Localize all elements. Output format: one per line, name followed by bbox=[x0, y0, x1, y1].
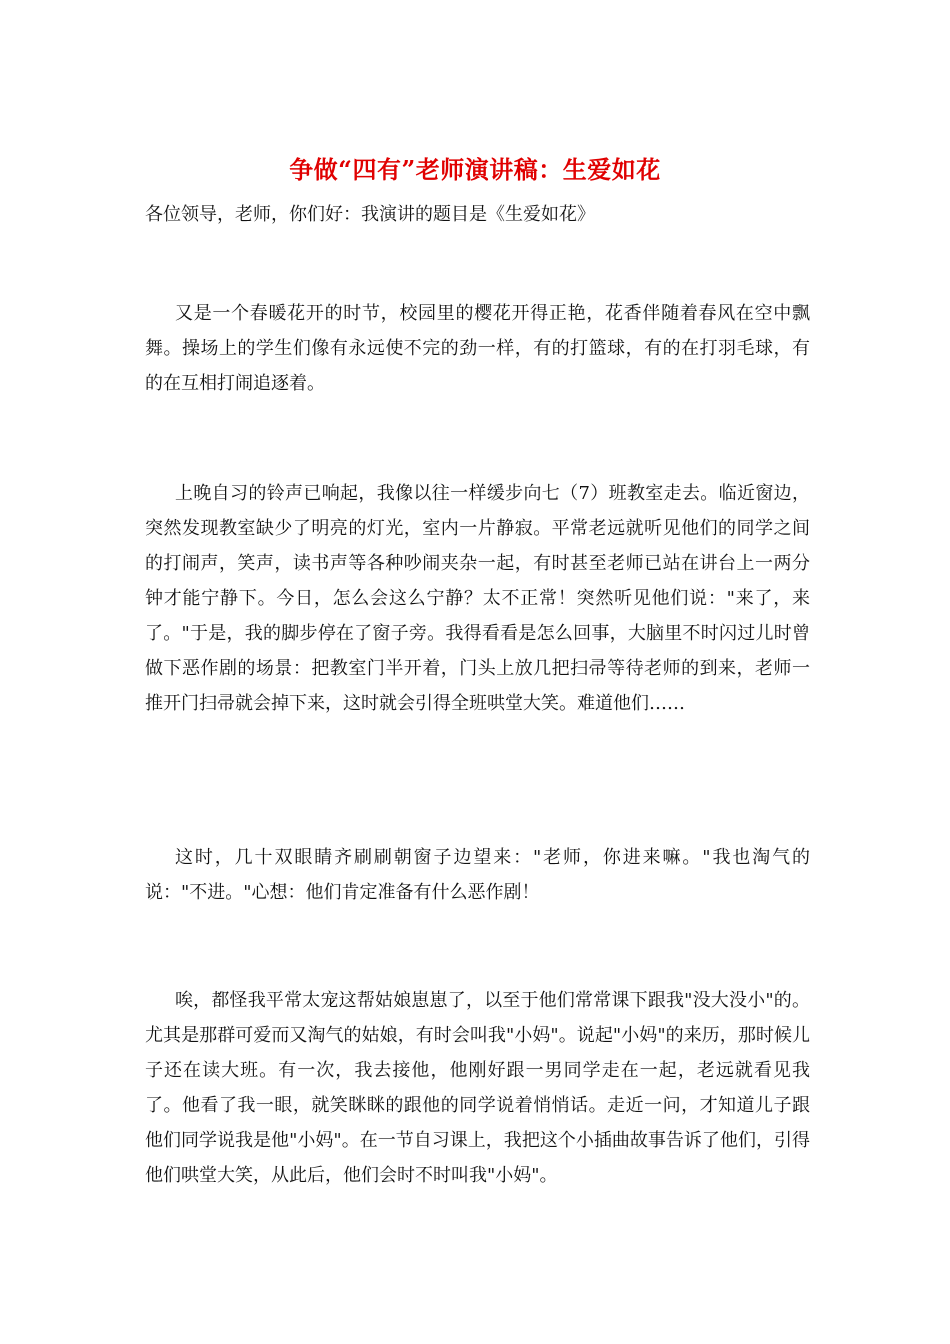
paragraph-spring: 又是一个春暖花开的时节，校园里的樱花开得正艳，花香伴随着春风在空中飘舞。操场上的学生们像有永远使不完的劲一样，有的打篮球，有的在打羽毛球，有的在互相打闹追逐着。 bbox=[145, 303, 810, 394]
paragraph-window: 这时，几十双眼睛齐刷刷朝窗子边望来："老师，你进来嘛。"我也淘气的说："不进。"心想：他们肯定准备有什么恶作剧！ bbox=[145, 847, 810, 903]
paragraph-nickname: 唉，都怪我平常太宠这帮姑娘崽崽了，以至于他们常常课下跟我"没大没小"的。尤其是那群可爱而又淘气的姑娘，有时会叫我"小妈"。说起"小妈"的来历，那时候儿子还在读大班。有一次，我去接他，他刚好跟一男同学走在一起，老远就看见我了。他看了我一眼，就笑眯眯的跟他的同学说着悄悄话。走近一问，才知道儿子跟他们同学说我是他"小妈"。在一节自习课上，我把这个小插曲故事告诉了他们，引得他们哄堂大笑，从此后，他们会时不时叫我"小妈"。 bbox=[145, 990, 810, 1186]
document-title: 争做“四有”老师演讲稿：生爱如花 bbox=[289, 155, 661, 184]
paragraph-evening-study: 上晚自习的铃声已响起，我像以往一样缓步向七（7）班教室走去。临近窗边，突然发现教室缺少了明亮的灯光，室内一片静寂。平常老远就听见他们的同学之间的打闹声，笑声，读书声等各种吵闹夹杂一起，有时甚至老师已站在讲台上一两分钟才能宁静下。今日，怎么会这么宁静？太不正常！突然听见他们说："来了，来了。"于是，我的脚步停在了窗子旁。我得看看是怎么回事，大脑里不时闪过儿时曾做下恶作剧的场景：把教室门半开着，门头上放几把扫帚等待老师的到来，老师一推开门扫帚就会掉下来，这时就会引得全班哄堂大笑。难道他们…… bbox=[145, 483, 810, 714]
greeting-line: 各位领导，老师，你们好：我演讲的题目是《生爱如花》 bbox=[145, 204, 595, 225]
